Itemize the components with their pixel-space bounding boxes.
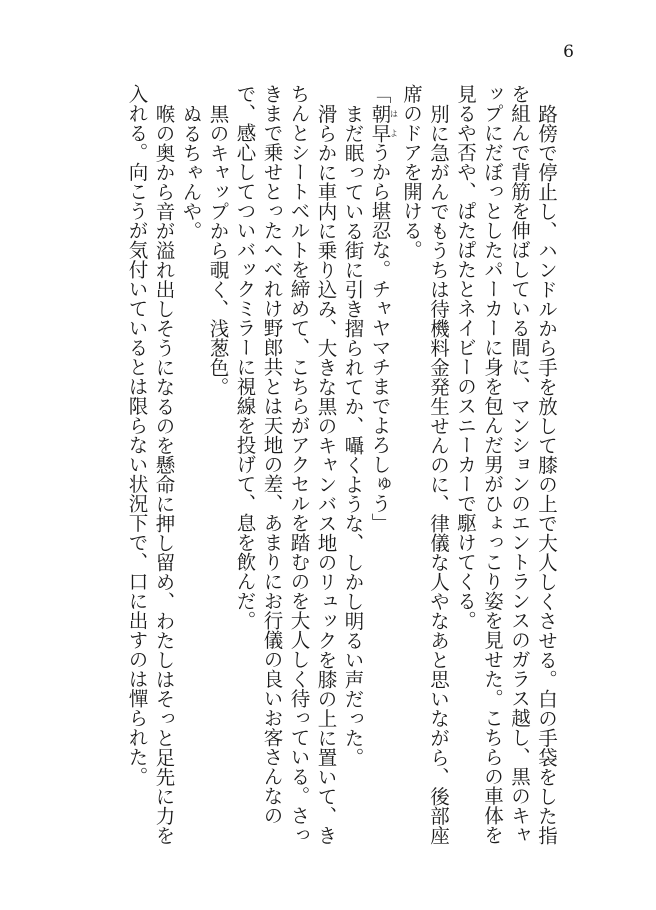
paragraph-5: 滑らかに車内に乗り込み、大きな黒のキャンバス地のリュックを膝の上に置いて、きちんとシートベルトを締めて、こちらがアクセルを踏むのを大人しく待っている。さっきまで乗せとったへべれけ野郎共とは天地の差、あまりにお行儀の良いお客さんなので、感心してついバックミラーに視線を投げて、息を飲んだ。 — [233, 84, 338, 845]
paragraph-7: ぬるちゃんや。 — [179, 103, 203, 240]
paragraph-8: 喉の奥から音が溢れ出しそうになるのを懸命に押し留め、わたしはそっと足先に力を入れる。向こうが気付いているとは限らない状況下で、口に出すのは憚られた。 — [125, 84, 176, 845]
paragraph-dialog — [367, 84, 399, 854]
dialog-rest: うから堪忍な。チャヤマチまでよろしゅう」 — [368, 142, 392, 533]
ruby-base: 朝早 — [368, 103, 392, 143]
ruby-reading: はよ — [389, 103, 399, 143]
dialog-open-quote: 「 — [368, 84, 392, 104]
paragraph-4: まだ眠っている街に引き摺られてか、囁くような、しかし明るい声だった。 — [341, 103, 365, 767]
paragraph-6: 黒のキャップから覗く、浅葱色。 — [206, 103, 230, 396]
paragraph-2: 別に急がんでもうちは待機料金発生せんのに、律儀な人やなあと思いながら、後部座席のドアを開ける。 — [400, 84, 450, 845]
ruby-word — [368, 103, 399, 143]
paragraph-1: 路傍で停止し、ハンドルから手を放して膝の上で大人しくさせる。白の手袋をした指を組んで背筋を伸ばしている間に、マンションのエントランスのガラス越し、黒のキャップにだぼっとしたパーカーに身を包んだ男がひょっこり姿を見せた。こちらの車体を見るや否や、ぱたぱたとネイビーのスニーカーで駆けてくる。 — [454, 84, 558, 845]
page-number: 6 — [563, 42, 574, 62]
body-text — [124, 84, 561, 854]
